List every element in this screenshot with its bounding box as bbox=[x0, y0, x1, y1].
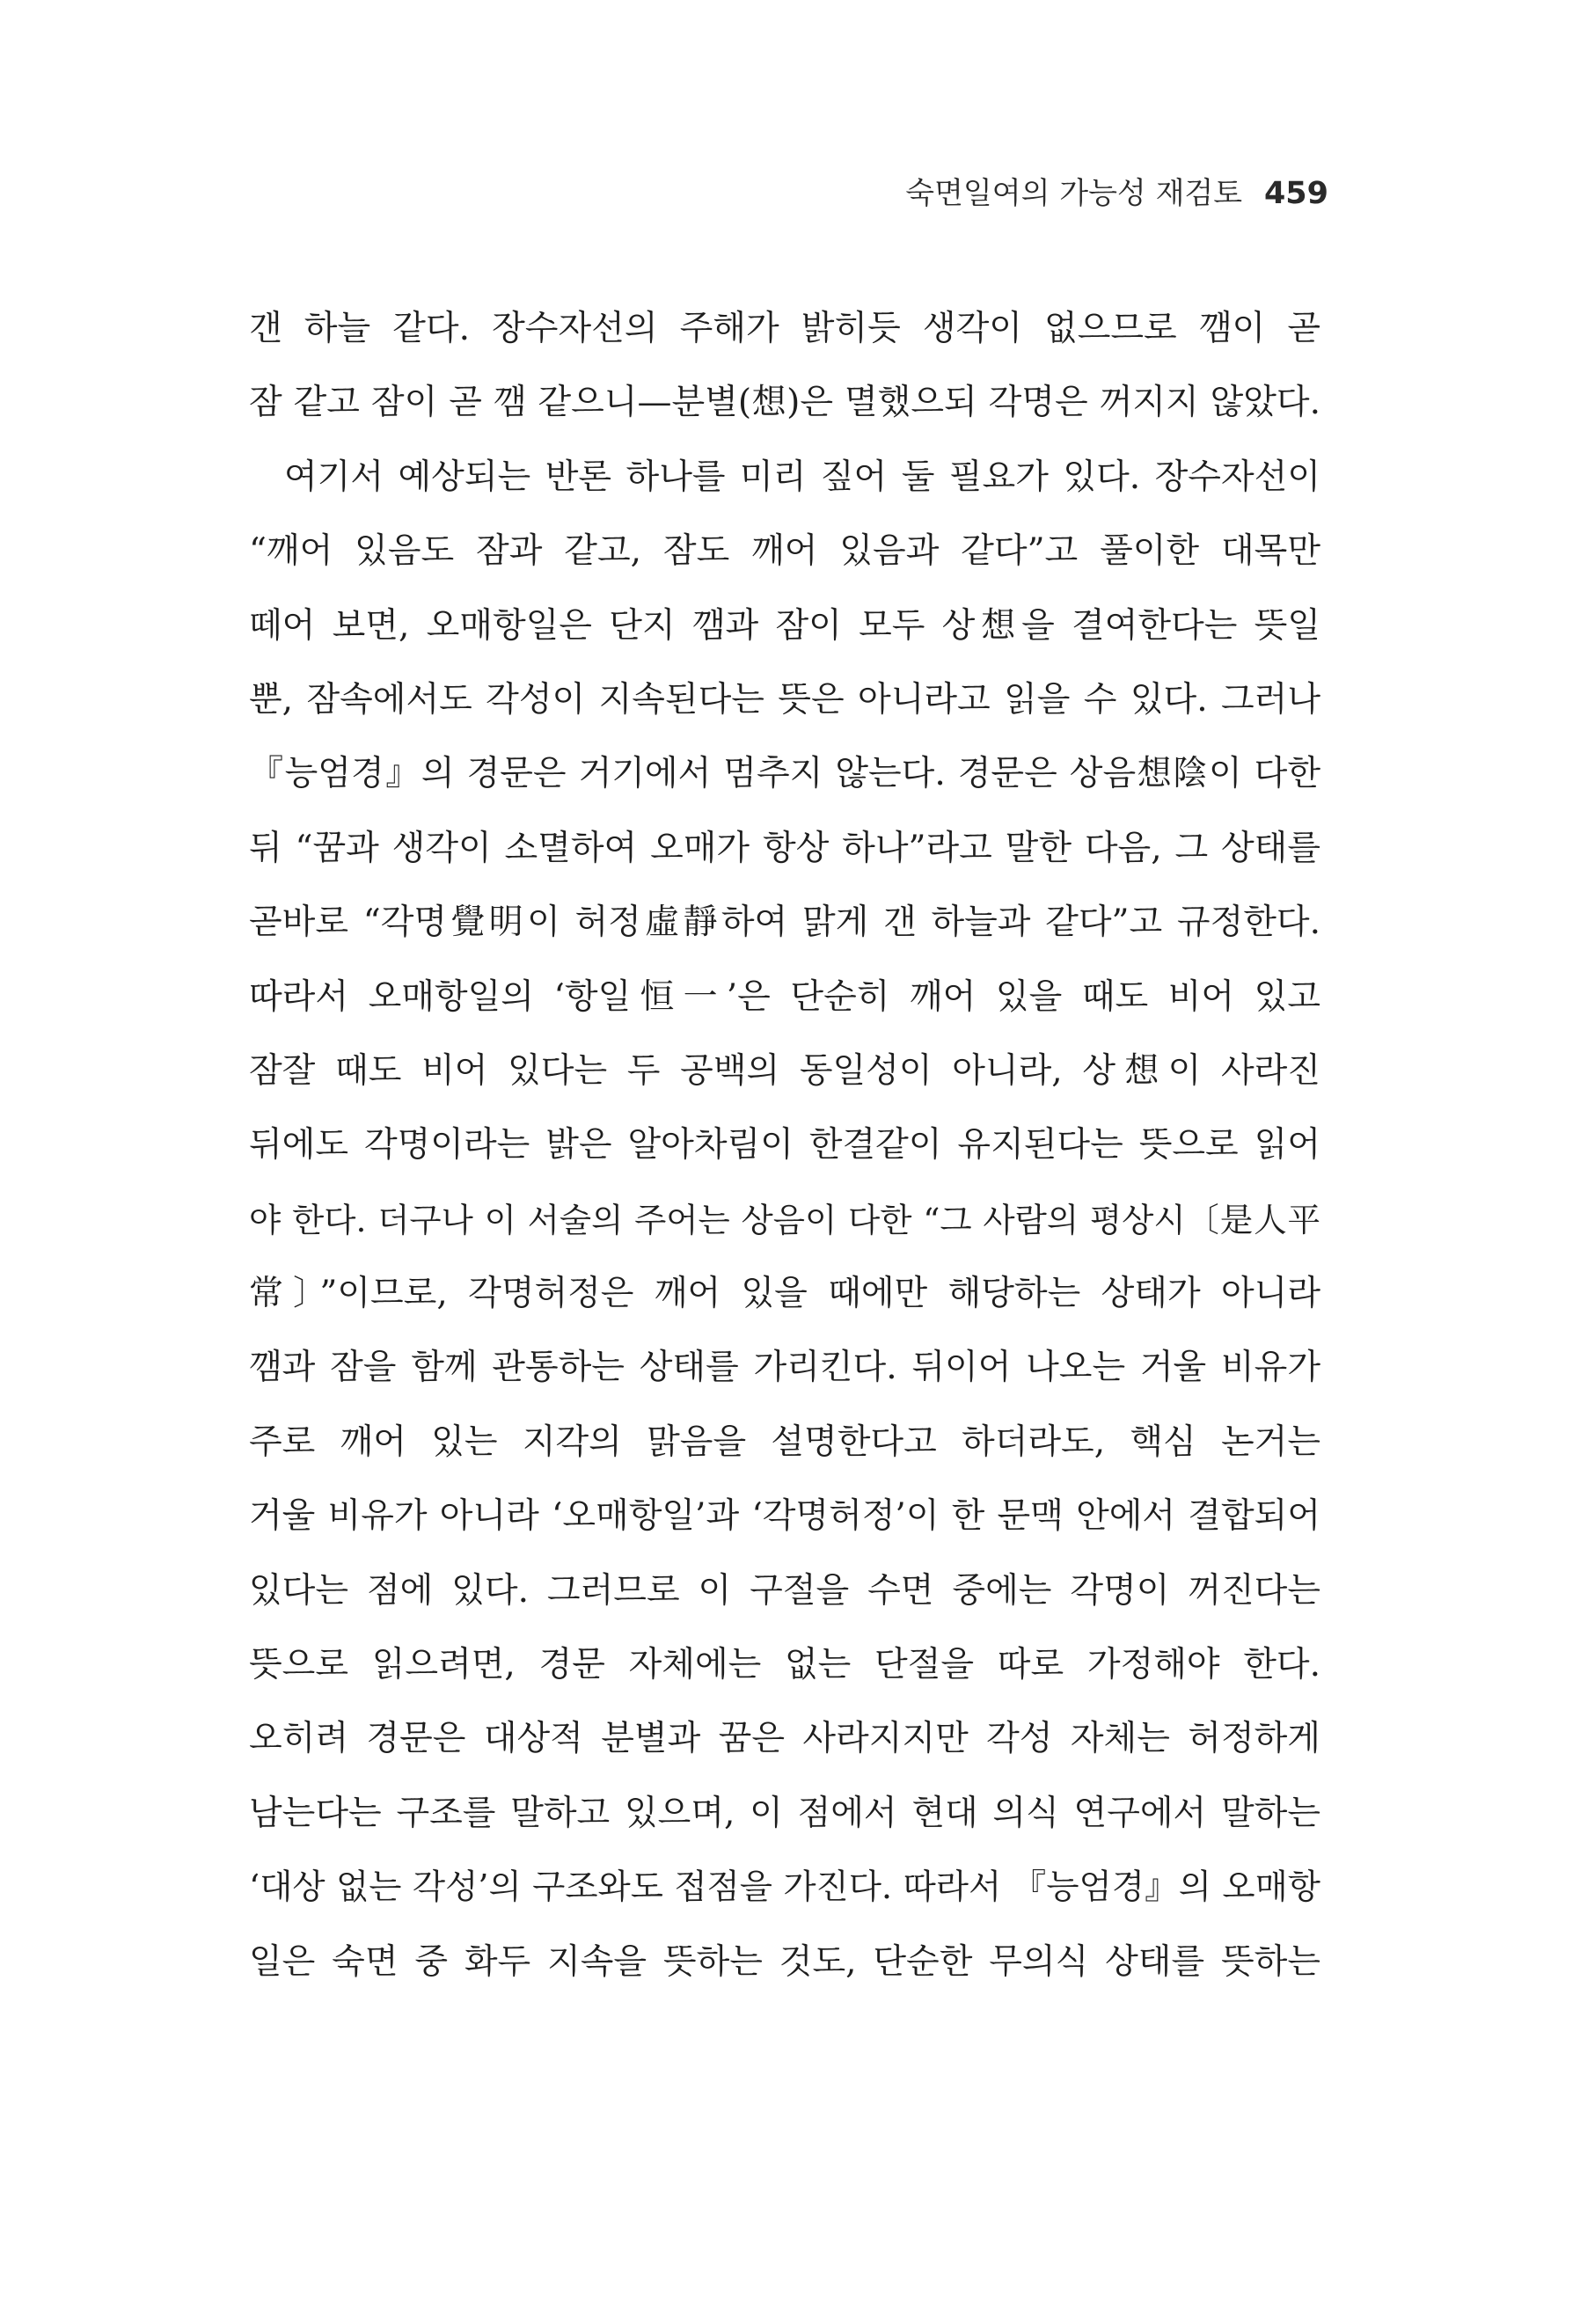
text-line: 따라서 오매항일의 ‘항일恒一’은 단순히 깨어 있을 때도 비어 있고 bbox=[249, 976, 1320, 1017]
text-line: ‘대상 없는 각성’의 구조와도 접점을 가진다. 따라서 『능엄경』의 오매항 bbox=[249, 1867, 1320, 1908]
text-line: 남는다는 구조를 말하고 있으며, 이 점에서 현대 의식 연구에서 말하는 bbox=[249, 1793, 1320, 1833]
text-line: 뒤 “꿈과 생각이 소멸하여 오매가 항상 하나”라고 말한 다음, 그 상태를 bbox=[249, 828, 1320, 868]
text-line: 常〕”이므로, 각명허정은 깨어 있을 때에만 해당하는 상태가 아니라 bbox=[249, 1274, 1320, 1314]
text-line: 곧바로 “각명覺明이 허정虛靜하여 맑게 갠 하늘과 같다”고 규정한다. bbox=[249, 903, 1320, 943]
running-header bbox=[905, 174, 1328, 213]
text-line: “깨어 있음도 잠과 같고, 잠도 깨어 있음과 같다”고 풀이한 대목만 bbox=[249, 531, 1320, 572]
page-number: 459 bbox=[1263, 176, 1328, 211]
chapter-title: 숙면일여의 가능성 재검토 bbox=[905, 176, 1243, 211]
text-line: 오히려 경문은 대상적 분별과 꿈은 사라지지만 각성 자체는 허정하게 bbox=[249, 1719, 1320, 1759]
text-line: 갠 하늘 같다. 장수자선의 주해가 밝히듯 생각이 없으므로 깸이 곧 bbox=[249, 309, 1320, 348]
text-line: 거울 비유가 아니라 ‘오매항일’과 ‘각명허정’이 한 문맥 안에서 결합되어 bbox=[249, 1496, 1320, 1537]
text-line: 일은 숙면 중 화두 지속을 뜻하는 것도, 단순한 무의식 상태를 뜻하는 bbox=[249, 1941, 1320, 1982]
text-line: 뜻으로 읽으려면, 경문 자체에는 없는 단절을 따로 가정해야 한다. bbox=[249, 1645, 1320, 1685]
text-line: 떼어 보면, 오매항일은 단지 깸과 잠이 모두 상想을 결여한다는 뜻일 bbox=[249, 605, 1320, 646]
text-line: 깸과 잠을 함께 관통하는 상태를 가리킨다. 뒤이어 나오는 거울 비유가 bbox=[249, 1348, 1320, 1388]
body-text bbox=[249, 292, 1320, 1999]
text-line: 뿐, 잠속에서도 각성이 지속된다는 뜻은 아니라고 읽을 수 있다. 그러나 bbox=[249, 679, 1320, 720]
text-line: 잠잘 때도 비어 있다는 두 공백의 동일성이 아니라, 상想이 사라진 bbox=[249, 1050, 1320, 1091]
text-line: 주로 깨어 있는 지각의 맑음을 설명한다고 하더라도, 핵심 논거는 bbox=[249, 1421, 1320, 1462]
text-line: 있다는 점에 있다. 그러므로 이 구절을 수면 중에는 각명이 꺼진다는 bbox=[249, 1570, 1320, 1611]
text-line: 『능엄경』의 경문은 거기에서 멈추지 않는다. 경문은 상음想陰이 다한 bbox=[249, 754, 1320, 794]
text-line: 야 한다. 더구나 이 서술의 주어는 상음이 다한 “그 사람의 평상시〔是人平 bbox=[249, 1200, 1320, 1239]
text-line: 잠 같고 잠이 곧 깸 같으니—분별(想)은 멸했으되 각명은 꺼지지 않았다. bbox=[249, 383, 1320, 423]
text-line: 뒤에도 각명이라는 밝은 알아차림이 한결같이 유지된다는 뜻으로 읽어 bbox=[249, 1125, 1320, 1166]
text-line: 여기서 예상되는 반론 하나를 미리 짚어 둘 필요가 있다. 장수자선이 bbox=[284, 457, 1320, 497]
